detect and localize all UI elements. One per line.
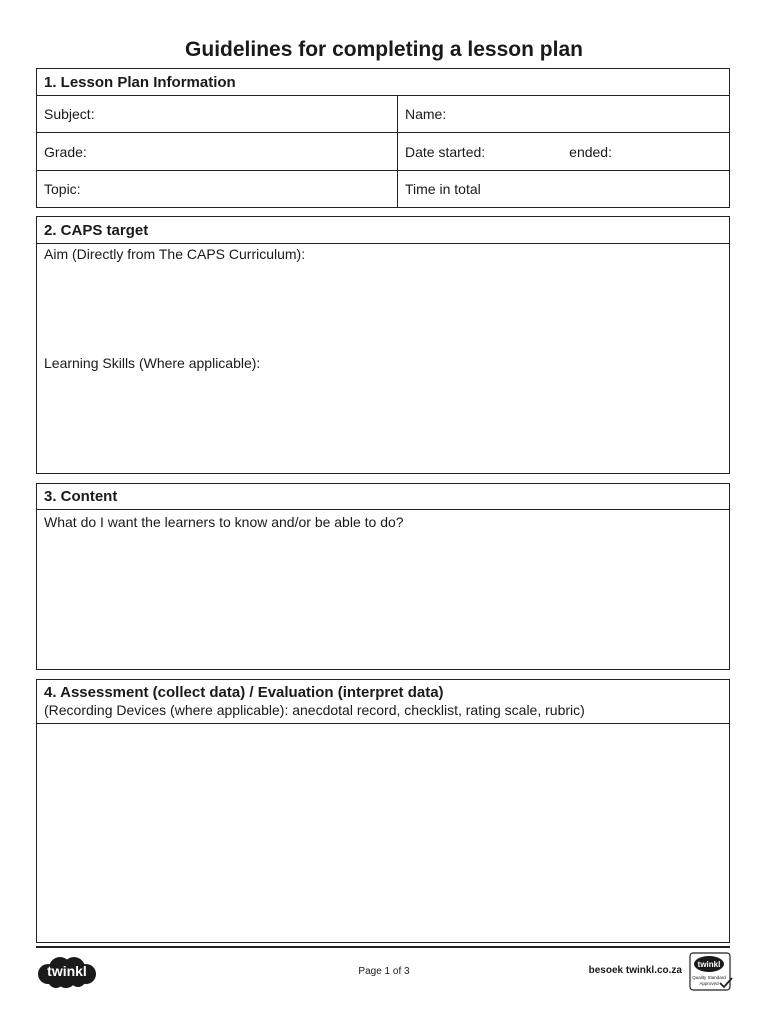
content-body[interactable] (37, 510, 729, 669)
section2-heading: 2. CAPS target (37, 217, 729, 244)
assessment-body[interactable] (37, 724, 729, 942)
date-started-label: Date started: (405, 143, 486, 160)
subject-row (37, 96, 729, 133)
grade-row (37, 133, 729, 171)
section3-heading: 3. Content (37, 484, 729, 510)
content-prompt: What do I want the learners to know and/or be able to do? (44, 514, 404, 530)
section4-heading: 4. Assessment (collect data) / Evaluation (interpret data) (44, 684, 444, 701)
topic-field[interactable]: Topic: (37, 171, 398, 207)
twinkl-logo-text: twinkl (47, 963, 87, 979)
subject-field[interactable]: Subject: (37, 96, 398, 132)
assessment-section (36, 679, 730, 943)
content-section (36, 483, 730, 670)
quality-standard-badge (689, 952, 733, 992)
page-number: Page 1 of 3 (358, 966, 410, 977)
section1-heading: 1. Lesson Plan Information (37, 69, 729, 96)
name-field[interactable]: Name: (405, 106, 447, 122)
date-field[interactable] (398, 133, 729, 170)
ended-label: ended: (569, 143, 612, 160)
grade-field[interactable]: Grade: (37, 133, 398, 170)
learning-skills-label: Learning Skills (Where applicable): (44, 355, 261, 371)
lesson-plan-information-section (36, 68, 730, 208)
section4-subheading: (Recording Devices (where applicable): anecdotal record, checklist, rating scale, rubric) (44, 702, 585, 718)
footer-divider (36, 946, 730, 948)
page-title: Guidelines for completing a lesson plan (185, 38, 583, 61)
site-link[interactable]: besoek twinkl.co.za (588, 965, 682, 976)
badge-line2-text: Approved (699, 981, 719, 986)
time-total-field[interactable]: Time in total (405, 181, 481, 197)
badge-brand-text: twinkl (697, 960, 721, 969)
badge-line1-text: Quality Standard (692, 975, 726, 980)
aim-label: Aim (Directly from The CAPS Curriculum): (44, 246, 306, 262)
caps-target-section (36, 216, 730, 474)
section4-header (37, 680, 729, 724)
topic-row (37, 171, 729, 207)
caps-target-body[interactable] (37, 244, 729, 473)
